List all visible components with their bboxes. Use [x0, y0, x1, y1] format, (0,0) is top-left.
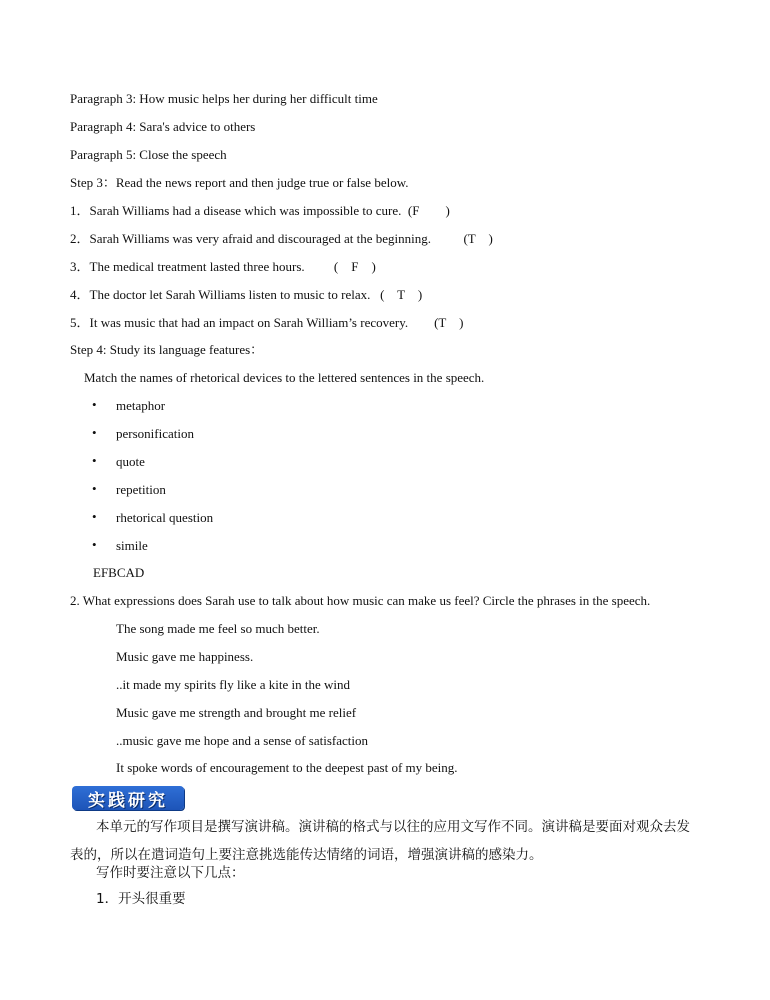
question-2: 2．Sarah Williams was very afraid and discouraged at the beginning. (T ) [70, 231, 493, 246]
question-1: 1．Sarah Williams had a disease which was impossible to cure. (F ) [70, 203, 450, 218]
phrase-item: ..it made my spirits fly like a kite in the wind [116, 677, 350, 692]
device-label: rhetorical question [116, 510, 214, 525]
paragraph-5-line: Paragraph 5: Close the speech [70, 147, 227, 162]
phrase-item: The song made me feel so much better. [116, 621, 320, 636]
chinese-line-2: 表的，所以在遣词造句上要注意挑选能传达情绪的词语，增强演讲稿的感染力。 [70, 847, 543, 863]
device-label: personification [116, 426, 194, 441]
answer-key: EFBCAD [93, 565, 145, 580]
step-4-heading: Step 4: Study its language features： [70, 342, 264, 357]
paragraph-3-line: Paragraph 3: How music helps her during her difficult time [70, 91, 378, 106]
paragraph-4-line: Paragraph 4: Sara's advice to others [70, 119, 256, 134]
chinese-line-4: 1．开头很重要 [96, 891, 186, 907]
chinese-line-3: 写作时要注意以下几点： [96, 865, 245, 881]
match-instruction: Match the names of rhetorical devices to the lettered sentences in the speech. [84, 370, 485, 385]
device-label: quote [116, 454, 145, 469]
question-5: 5．It was music that had an impact on Sarah William’s recovery. (T ) [70, 315, 464, 330]
question-3: 3．The medical treatment lasted three hours. ( F ) [70, 259, 376, 274]
section-banner [72, 786, 184, 810]
chinese-line-1: 本单元的写作项目是撰写演讲稿。演讲稿的格式与以往的应用文写作不同。演讲稿是要面对观众去发 [96, 819, 690, 835]
bullet-icon: • [92, 425, 97, 440]
device-label: repetition [116, 482, 166, 497]
phrase-item: It spoke words of encouragement to the deepest past of my being. [116, 760, 458, 775]
phrase-item: ..music gave me hope and a sense of satisfaction [116, 733, 368, 748]
question-4: 4．The doctor let Sarah Williams listen to music to relax. ( T ) [70, 287, 423, 302]
phrase-item: Music gave me strength and brought me relief [116, 705, 357, 720]
phrase-item: Music gave me happiness. [116, 649, 254, 664]
bullet-icon: • [92, 481, 97, 496]
bullet-icon: • [92, 453, 97, 468]
section-banner-label: 实践研究 [88, 790, 168, 811]
bullet-icon: • [92, 509, 97, 524]
device-label: simile [116, 538, 148, 553]
bullet-icon: • [92, 397, 97, 412]
question-2b: 2. What expressions does Sarah use to talk about how music can make us feel? Circle the phrases in the speech. [70, 593, 651, 608]
device-label: metaphor [116, 398, 166, 413]
bullet-icon: • [92, 537, 97, 552]
step-3-heading: Step 3：Read the news report and then judge true or false below. [70, 175, 409, 190]
